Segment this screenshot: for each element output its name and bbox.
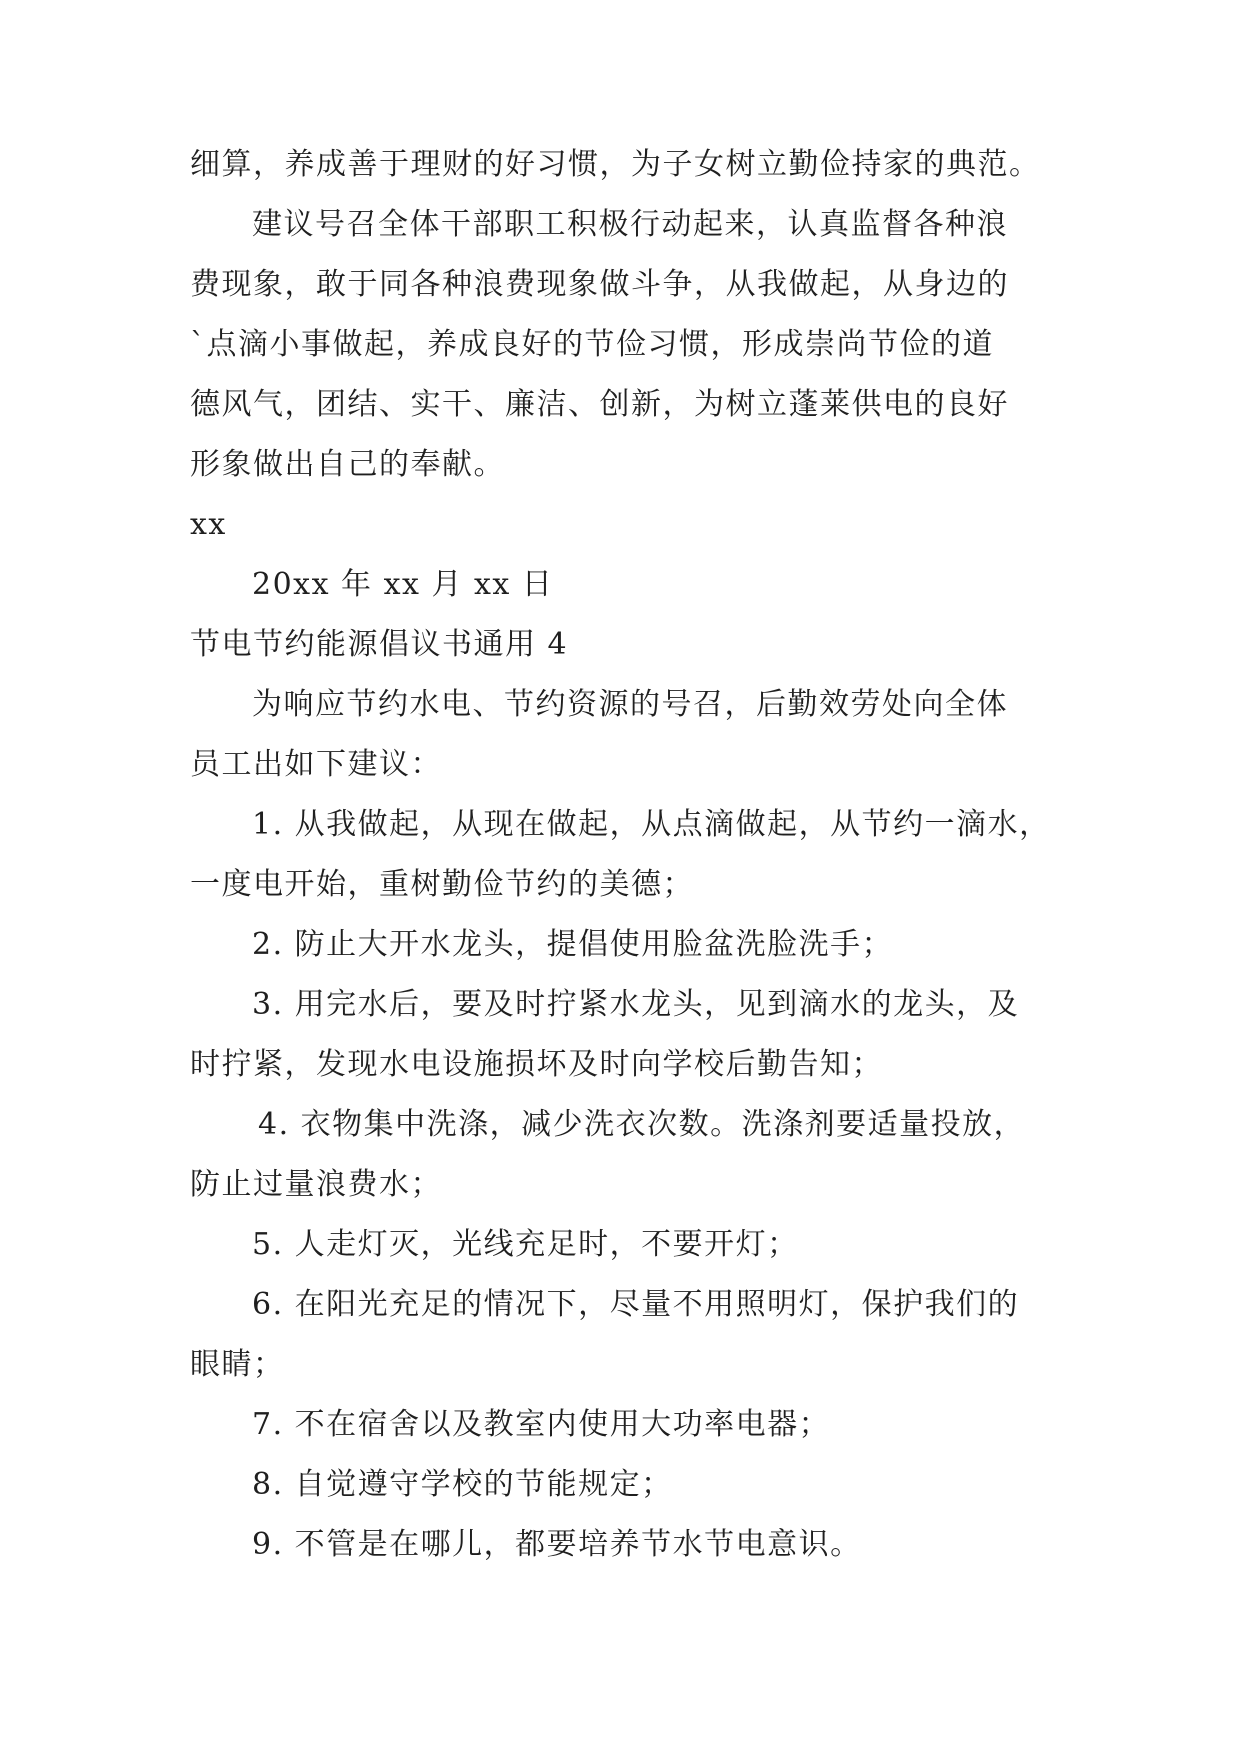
list-item: 5. 人走灯灭，光线充足时，不要开灯； <box>252 1227 799 1262</box>
list-item-continuation: 一度电开始，重树勤俭节约的美德； <box>190 867 694 902</box>
date-line: 20xx 年 xx 月 xx 日 <box>252 567 554 602</box>
paragraph-line: 建议号召全体干部职工积极行动起来，认真监督各种浪 <box>252 207 1008 242</box>
list-item: 2. 防止大开水龙头，提倡使用脸盆洗脸洗手； <box>252 927 894 962</box>
list-item: 4. 衣物集中洗涤，减少洗衣次数。洗涤剂要适量投放， <box>258 1107 1026 1142</box>
list-item: 8. 自觉遵守学校的节能规定； <box>252 1467 673 1502</box>
list-item-continuation: 时拧紧，发现水电设施损坏及时向学校后勤告知； <box>190 1047 883 1082</box>
paragraph-line: 为响应节约水电、节约资源的号召，后勤效劳处向全体 <box>252 687 1008 722</box>
paragraph-line: 形象做出自己的奉献。 <box>190 447 505 482</box>
paragraph-line: 员工出如下建议： <box>190 747 442 782</box>
list-item: 7. 不在宿舍以及教室内使用大功率电器； <box>252 1407 831 1442</box>
section-title: 节电节约能源倡议书通用 4 <box>190 627 569 662</box>
list-item-continuation: 眼睛； <box>190 1347 285 1382</box>
list-item-continuation: 防止过量浪费水； <box>190 1167 442 1202</box>
paragraph-line: 德风气，团结、实干、廉洁、创新，为树立蓬莱供电的良好 <box>190 387 1009 422</box>
paragraph-line: 费现象，敢于同各种浪费现象做斗争，从我做起，从身边的 <box>190 267 1009 302</box>
paragraph-line: 细算，养成善于理财的好习惯，为子女树立勤俭持家的典范。 <box>190 147 1041 182</box>
list-item: 9. 不管是在哪儿，都要培养节水节电意识。 <box>252 1527 862 1562</box>
signature-line: xx <box>190 507 227 542</box>
list-item: 3. 用完水后，要及时拧紧水龙头，见到滴水的龙头，及 <box>252 987 1020 1022</box>
list-item: 6. 在阳光充足的情况下，尽量不用照明灯，保护我们的 <box>252 1287 1020 1322</box>
paragraph-line: `点滴小事做起，养成良好的节俭习惯，形成崇尚节俭的道 <box>190 327 994 362</box>
list-item: 1. 从我做起，从现在做起，从点滴做起，从节约一滴水， <box>252 807 1051 842</box>
